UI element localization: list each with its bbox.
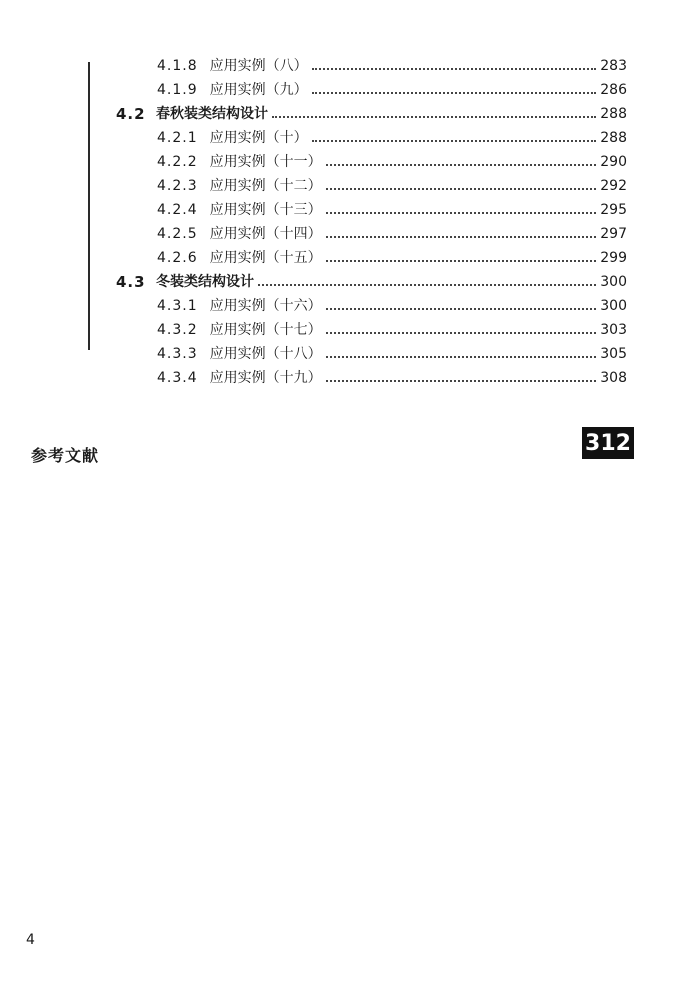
toc-entry-row <box>157 343 627 365</box>
toc-entry-row <box>157 151 627 173</box>
toc-entry-title: 应用实例（十九） <box>209 370 322 386</box>
toc-section-row <box>116 271 627 293</box>
toc-leader-dots <box>326 212 597 214</box>
toc-entry-page: 288 <box>600 106 627 122</box>
toc-entry-row <box>157 55 627 77</box>
toc-leader-dots <box>312 140 597 142</box>
toc-leader-dots <box>326 308 597 310</box>
toc-entry-number: 4.1.8 <box>157 58 198 74</box>
toc-entry-page: 305 <box>600 346 627 362</box>
toc-entry-number: 4.2 <box>116 105 146 123</box>
toc-leader-dots <box>312 92 597 94</box>
toc-leader-dots <box>258 284 596 286</box>
toc-entry-row <box>157 319 627 341</box>
toc-entry-row <box>157 175 627 197</box>
toc-entry-title: 应用实例（十四） <box>209 226 322 242</box>
toc-entry-title: 应用实例（九） <box>209 82 308 98</box>
toc-entry-page: 300 <box>600 274 627 290</box>
toc-entry-page: 299 <box>600 250 627 266</box>
toc-entry-page: 300 <box>600 298 627 314</box>
references-page-badge: 312 <box>582 427 634 459</box>
toc-entry-page: 290 <box>600 154 627 170</box>
toc-entry-title: 应用实例（十二） <box>209 178 322 194</box>
toc-leader-dots <box>312 68 597 70</box>
toc-entry-title: 应用实例（十） <box>209 130 308 146</box>
toc-leader-dots <box>272 116 596 118</box>
toc-entry-row <box>157 127 627 149</box>
page-footer-number: 4 <box>26 932 35 948</box>
toc-entry-number: 4.3.4 <box>157 370 198 386</box>
toc-entry-page: 292 <box>600 178 627 194</box>
toc-leader-dots <box>326 380 597 382</box>
toc-entry-page: 297 <box>600 226 627 242</box>
toc-entry-title: 应用实例（十七） <box>209 322 322 338</box>
toc-entry-title: 应用实例（十三） <box>209 202 322 218</box>
toc-entry-number: 4.2.4 <box>157 202 198 218</box>
toc-entry-number: 4.2.3 <box>157 178 198 194</box>
toc-entry-title: 应用实例（十八） <box>209 346 322 362</box>
toc-entry-row <box>157 199 627 221</box>
toc-leader-dots <box>326 236 597 238</box>
toc-entry-row <box>157 367 627 389</box>
toc-entry-row <box>157 295 627 317</box>
toc-leader-dots <box>326 332 597 334</box>
toc-entry-title: 应用实例（十一） <box>209 154 322 170</box>
toc-entry-title: 应用实例（十六） <box>209 298 322 314</box>
toc-entry-number: 4.3.1 <box>157 298 198 314</box>
toc-entry-number: 4.2.6 <box>157 250 198 266</box>
toc-entry-number: 4.2.5 <box>157 226 198 242</box>
toc-entry-page: 283 <box>600 58 627 74</box>
toc-entry-row <box>157 247 627 269</box>
toc-entry-page: 288 <box>600 130 627 146</box>
toc-leader-dots <box>326 188 597 190</box>
toc-entry-number: 4.2.1 <box>157 130 198 146</box>
toc-entry-title: 应用实例（八） <box>209 58 308 74</box>
toc-entry-number: 4.2.2 <box>157 154 198 170</box>
toc-leader-dots <box>326 356 597 358</box>
toc-entry-title: 应用实例（十五） <box>209 250 322 266</box>
toc-entry-page: 308 <box>600 370 627 386</box>
toc-entry-title: 冬装类结构设计 <box>156 274 254 290</box>
toc-vertical-rule <box>88 62 90 350</box>
toc-entry-number: 4.3.2 <box>157 322 198 338</box>
references-heading: 参考文献 <box>31 446 100 465</box>
toc-entry-title: 春秋装类结构设计 <box>156 106 268 122</box>
toc-entry-number: 4.3.3 <box>157 346 198 362</box>
toc-entry-number: 4.3 <box>116 273 146 291</box>
toc-entry-page: 295 <box>600 202 627 218</box>
toc-leader-dots <box>326 260 597 262</box>
toc-section-row <box>116 103 627 125</box>
toc-leader-dots <box>326 164 597 166</box>
toc-entry-row <box>157 223 627 245</box>
toc-entry-row <box>157 79 627 101</box>
toc-entry-page: 286 <box>600 82 627 98</box>
toc-entry-page: 303 <box>600 322 627 338</box>
toc-entry-number: 4.1.9 <box>157 82 198 98</box>
